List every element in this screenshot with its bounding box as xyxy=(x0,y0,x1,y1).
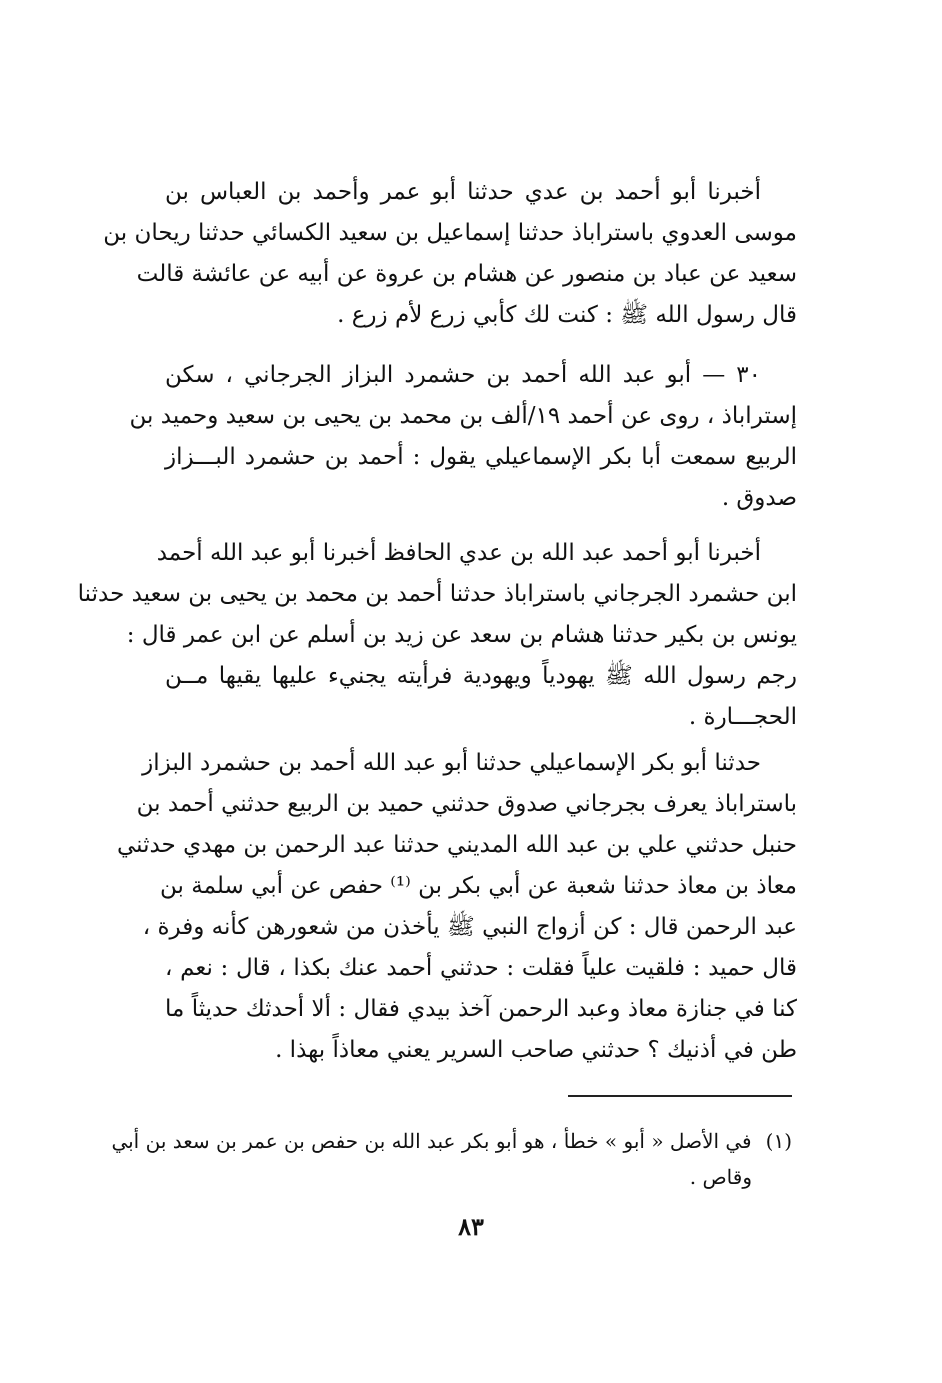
paragraph-3 xyxy=(77,533,797,738)
text-line: سعيد عن عباد بن منصور عن هشام بن عروة عن أبيه عن عائشة قالت xyxy=(136,261,797,287)
text-line: الربيع سمعت أبا بكر الإسماعيلي يقول : أحمد بن حشمرد البـــزاز xyxy=(165,444,797,470)
footnote-line xyxy=(111,1123,792,1159)
text-line: صدوق . xyxy=(721,485,797,511)
text-line: الحجـــارة . xyxy=(688,704,797,730)
text-line: أخبرنا أبو أحمد عبد الله بن عدي الحافظ أخبرنا أبو عبد الله أحمد xyxy=(156,540,761,566)
text-line: طن في أذنيك ؟ حدثني صاحب السرير يعني معاذاً بهذا . xyxy=(275,1037,797,1063)
text-line: ٣٠ — أبو عبد الله أحمد بن حشمرد البزاز الجرجاني ، سكن xyxy=(165,362,761,388)
text-line: إستراباذ ، روى عن أحمد ١٩/ألف بن محمد بن يحيى بن سعيد وحميد بن xyxy=(129,403,797,429)
text-line: معاذ بن معاذ حدثنا شعبة عن أبي بكر بن ⁽¹⁾ حفص عن أبي سلمة بن xyxy=(160,873,797,899)
text-line: موسى العدوي باستراباذ حدثنا إسماعيل بن سعيد الكسائي حدثنا ريحان بن xyxy=(103,220,797,246)
text-line: ابن حشمرد الجرجاني باستراباذ حدثنا أحمد بن محمد بن يحيى بن سعيد حدثنا xyxy=(77,581,797,607)
text-line: رجم رسول الله ﷺ يهودياً ويهودية فرأيته يجنيء عليها يقيها مــن xyxy=(165,663,797,689)
text-line: حنبل حدثني علي بن عبد الله المديني حدثنا عبد الرحمن بن مهدي حدثني xyxy=(116,832,797,858)
paragraph-1 xyxy=(103,172,797,336)
footnote xyxy=(111,1123,792,1195)
text-line: قال حميد : فلقيت علياً فقلت : حدثني أحمد عنك بكذا ، قال : نعم ، xyxy=(165,955,797,981)
text-line: باستراباذ يعرف بجرجاني صدوق حدثني حميد بن الربيع حدثني أحمد بن xyxy=(136,791,797,817)
text-line: كنا في جنازة معاذ وعبد الرحمن آخذ بيدي فقال : ألا أحدثك حديثاً ما xyxy=(165,996,797,1022)
footnote-line: وقاص . xyxy=(689,1165,752,1189)
footnote-separator xyxy=(568,1095,792,1097)
text-line: قال رسول الله ﷺ : كنت لك كأبي زرع لأم زرع . xyxy=(337,302,797,328)
text-line: يونس بن بكير حدثنا هشام بن سعد عن زيد بن أسلم عن ابن عمر قال : xyxy=(126,622,797,648)
footnote-text: في الأصل « أبو » خطأ ، هو أبو بكر عبد الله بن حفص بن عمر بن سعد بن أبي xyxy=(111,1129,752,1153)
paragraph-2-biography-30 xyxy=(129,355,797,519)
text-line: عبد الرحمن قال : كن أزواج النبي ﷺ يأخذن من شعورهن كأنه وفرة ، xyxy=(142,914,797,940)
page-number: ٨٣ xyxy=(458,1212,484,1241)
text-line: حدثنا أبو بكر الإسماعيلي حدثنا أبو عبد الله أحمد بن حشمرد البزاز xyxy=(142,750,761,776)
paragraph-4 xyxy=(116,743,797,1071)
footnote-number: (١) xyxy=(765,1129,792,1153)
text-line: أخبرنا أبو أحمد بن عدي حدثنا أبو عمر وأحمد بن العباس بن xyxy=(165,179,762,205)
